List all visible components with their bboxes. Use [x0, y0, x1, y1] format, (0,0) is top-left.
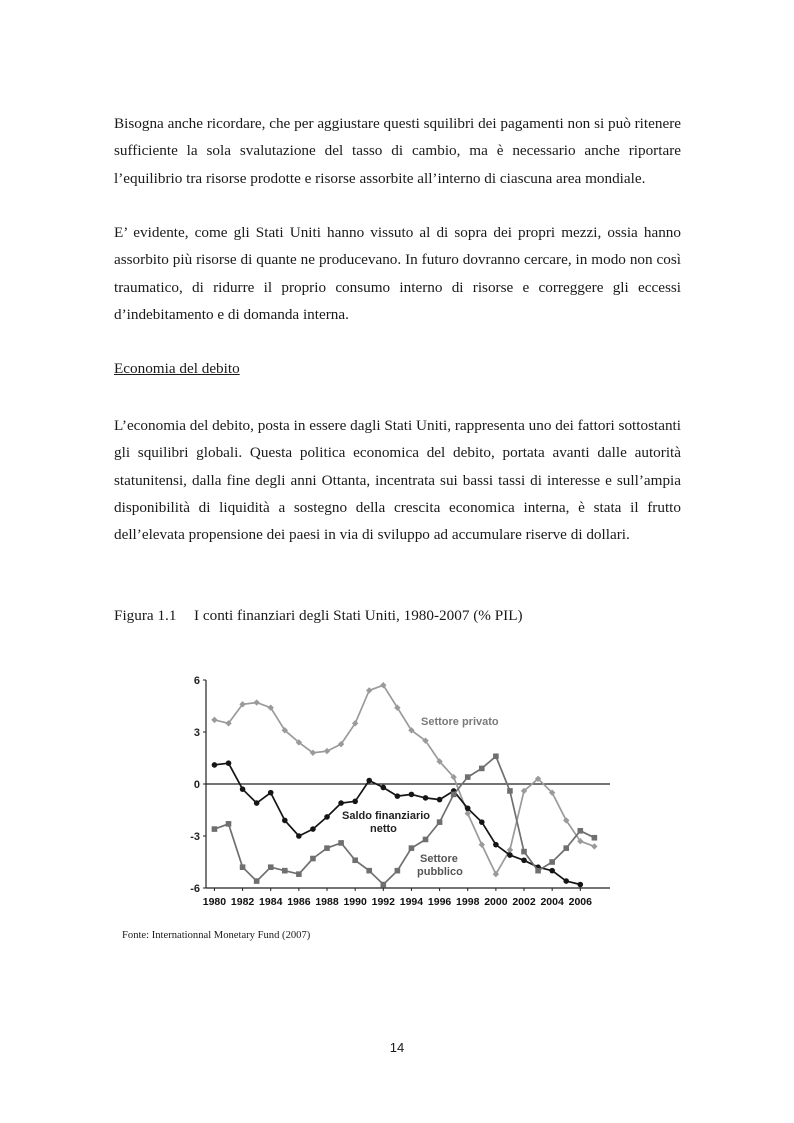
data-point-settore-pubblico [381, 882, 387, 888]
data-point-settore-pubblico [338, 840, 344, 846]
data-point-settore-pubblico [563, 845, 569, 851]
data-point-settore-pubblico [310, 856, 316, 862]
figure-label: Figura 1.1 [114, 607, 177, 624]
data-point-settore-pubblico [535, 868, 541, 874]
data-point-saldo-finanziario-netto [352, 799, 358, 805]
y-tick-label: 3 [193, 727, 200, 739]
x-tick-label: 1992 [371, 896, 395, 908]
y-tick-label: -3 [190, 831, 200, 843]
data-point-settore-pubblico [352, 857, 358, 863]
page-number: 14 [389, 1040, 405, 1055]
y-tick-label: -6 [190, 883, 200, 895]
data-point-saldo-finanziario-netto [366, 778, 372, 784]
data-point-saldo-finanziario-netto [437, 797, 443, 803]
data-point-saldo-finanziario-netto [563, 878, 569, 884]
data-point-settore-pubblico [296, 871, 302, 877]
data-point-saldo-finanziario-netto [310, 826, 316, 832]
data-point-saldo-finanziario-netto [282, 818, 288, 824]
financial-accounts-chart [186, 666, 616, 918]
x-tick-label: 1990 [343, 896, 367, 908]
data-point-settore-privato [591, 843, 597, 849]
data-point-settore-privato [211, 717, 217, 723]
figure-source: Fonte: Internationnal Monetary Fund (2007) [122, 930, 311, 941]
data-point-settore-privato [366, 687, 372, 693]
data-point-saldo-finanziario-netto [212, 762, 218, 768]
data-point-settore-pubblico [395, 868, 401, 874]
data-point-settore-pubblico [226, 821, 232, 827]
data-point-settore-pubblico [254, 878, 260, 884]
data-point-saldo-finanziario-netto [324, 814, 330, 820]
data-point-saldo-finanziario-netto [268, 790, 274, 796]
figure-caption [114, 607, 523, 625]
data-point-saldo-finanziario-netto [465, 805, 471, 811]
x-tick-label: 1998 [456, 896, 480, 908]
paragraph-intro: Bisogna anche ricordare, che per aggiustare questi squilibri dei pagamenti non si può ritenere sufficiente la sola svalutazione del tasso di cambio, ma è necessario anche riportare l’equilibrio tra risorse prodotte e risorse assorbite all’interno di ciascuna area mondiale. [114, 115, 681, 187]
data-point-settore-pubblico [479, 766, 485, 772]
data-point-settore-pubblico [549, 859, 555, 865]
data-point-settore-pubblico [465, 774, 471, 780]
data-point-settore-pubblico [437, 819, 443, 825]
section-heading: Economia del debito [114, 360, 240, 377]
y-tick-label: 6 [193, 675, 200, 687]
data-point-saldo-finanziario-netto [521, 857, 527, 863]
data-point-settore-pubblico [240, 864, 246, 870]
data-point-saldo-finanziario-netto [493, 842, 499, 848]
data-point-saldo-finanziario-netto [507, 852, 513, 858]
data-point-settore-pubblico [423, 837, 429, 843]
data-point-settore-pubblico [409, 845, 415, 851]
data-point-saldo-finanziario-netto [409, 792, 415, 798]
x-tick-label: 1980 [202, 896, 227, 908]
x-tick-label: 2000 [484, 896, 508, 908]
data-point-saldo-finanziario-netto [549, 868, 555, 874]
x-tick-label: 1996 [427, 896, 452, 908]
annotation-net-balance-line1: Saldo finanziario [342, 810, 431, 822]
x-tick-label: 1988 [315, 896, 339, 908]
x-tick-label: 1986 [287, 896, 311, 908]
x-tick-label: 2004 [540, 896, 564, 908]
data-point-settore-pubblico [212, 826, 218, 832]
data-point-settore-privato [479, 841, 485, 847]
data-point-settore-pubblico [366, 868, 372, 874]
data-point-settore-pubblico [268, 864, 274, 870]
data-point-settore-pubblico [578, 828, 584, 834]
data-point-saldo-finanziario-netto [395, 793, 401, 799]
data-point-settore-privato [324, 748, 330, 754]
data-point-saldo-finanziario-netto [423, 795, 429, 801]
data-point-settore-pubblico [451, 792, 457, 798]
data-point-settore-privato [253, 699, 259, 705]
annotation-net-balance-line2: netto [370, 823, 397, 835]
x-tick-label: 1982 [230, 896, 255, 908]
data-point-settore-pubblico [507, 788, 513, 794]
y-tick-label: 0 [193, 779, 200, 791]
x-tick-label: 1984 [259, 896, 283, 908]
data-point-saldo-finanziario-netto [479, 819, 485, 825]
data-point-settore-pubblico [324, 845, 330, 851]
data-point-saldo-finanziario-netto [381, 785, 387, 791]
data-point-settore-pubblico [592, 835, 598, 841]
annotation-public-sector-line2: pubblico [417, 866, 463, 878]
data-point-saldo-finanziario-netto [296, 833, 302, 839]
x-tick-label: 2006 [568, 896, 592, 908]
data-point-settore-pubblico [493, 753, 499, 759]
data-point-saldo-finanziario-netto [338, 800, 344, 806]
data-point-saldo-finanziario-netto [226, 760, 232, 766]
data-point-saldo-finanziario-netto [254, 800, 260, 806]
figure-title: I conti finanziari degli Stati Uniti, 1980-2007 (% PIL) [194, 607, 523, 624]
paragraph-debt-economy: L’economia del debito, posta in essere dagli Stati Uniti, rappresenta uno dei fattori sottostanti gli squilibri globali. Questa politica economica del debito, portata avanti dalle autorità statunitensi, dalla fine degli anni Ottanta, incentrata sui bassi tassi di interesse e sull’ampia disponibilità di liquidità a sostegno della crescita economica interna, è stata il frutto dell’elevata propensione dei paesi in via di sviluppo ad accumulare riserve di dollari. [114, 417, 681, 544]
annotation-public-sector-line1: Settore [420, 853, 458, 865]
annotation-private-sector: Settore privato [421, 716, 499, 728]
data-point-settore-pubblico [282, 868, 288, 874]
paragraph-usa: E’ evidente, come gli Stati Uniti hanno vissuto al di sopra dei propri mezzi, ossia hanno assorbito più risorse di quante ne producevano. In futuro dovranno cercare, in modo non così traumatico, di ridurre il proprio consumo interno di risorse e correggere gli eccessi d’indebitamento e di domanda interna. [114, 224, 681, 323]
data-point-settore-pubblico [521, 849, 527, 855]
x-tick-label: 1994 [399, 896, 424, 908]
data-point-saldo-finanziario-netto [240, 786, 246, 792]
data-point-saldo-finanziario-netto [578, 882, 584, 888]
x-tick-label: 2002 [512, 896, 536, 908]
